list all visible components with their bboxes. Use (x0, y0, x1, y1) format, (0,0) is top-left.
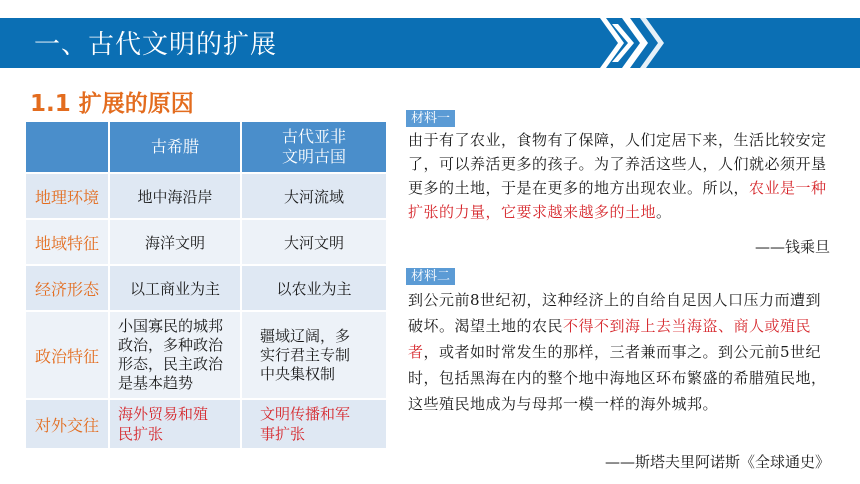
cell-line: 是基本趋势 (118, 374, 194, 392)
table-row (25, 265, 387, 311)
row-label: 地理环境 (25, 173, 109, 219)
table-cell: 海洋文明 (109, 219, 241, 265)
cell-line: 民扩张 (118, 425, 164, 443)
section-title: 1.1 扩展的原因 (30, 91, 194, 117)
table-cell: 地中海沿岸 (109, 173, 241, 219)
table-header-row (25, 121, 387, 173)
material2-text-after: ，或者如时常发生的那样，三者兼而事之。到公元前5世纪时，包括黑海在内的整个地中海地区环布繁盛的希腊殖民地，这些殖民地成为与母邦一模一样的海外城邦。 (408, 343, 827, 413)
material2-label: 材料二 (406, 268, 455, 285)
table-cell: 大河文明 (241, 219, 387, 265)
page-title: 一、古代文明的扩展 (34, 30, 278, 60)
row-label: 地域特征 (25, 219, 109, 265)
table-cell (241, 311, 387, 399)
table-cell (109, 399, 241, 449)
material2-text (408, 287, 832, 417)
material1-highlight: 农业是一种扩张的力量，它要求越来越多的土地 (408, 179, 827, 221)
table-cell: 以农业为主 (241, 265, 387, 311)
material2-source: ——斯塔夫里阿诺斯《全球通史》 (604, 453, 830, 471)
cell-line: 实行君主专制 (260, 345, 351, 364)
column-header-asia-line2: 文明古国 (281, 147, 346, 166)
cell-line: 事扩张 (260, 425, 306, 443)
table-row (25, 311, 387, 399)
table-cell: 大河流域 (241, 173, 387, 219)
cell-line: 文明传播和军 (260, 405, 351, 423)
cell-line: 中央集权制 (260, 364, 336, 383)
column-header-greece: 古希腊 (109, 121, 241, 173)
material2-highlight: 不得不到海上去当海盗、商人或殖民者 (408, 317, 812, 361)
column-header-asia (241, 121, 387, 173)
comparison-table (24, 120, 388, 450)
cell-line: 政治，多种政治 (118, 336, 224, 354)
title-bar (0, 18, 860, 68)
material1-label: 材料一 (406, 110, 455, 127)
table-corner (25, 121, 109, 173)
cell-line: 海外贸易和殖 (118, 405, 209, 423)
material1-text-after: 。 (656, 203, 672, 221)
column-header-asia-line1: 古代亚非 (281, 127, 346, 146)
table-row (25, 399, 387, 449)
material2-text-before: 到公元前8世纪初，这种经济上的自给自足因人口压力而遭到破坏。渴望土地的农民 (408, 291, 822, 335)
cell-line: 疆域辽阔，多 (260, 326, 351, 345)
material1-source: ——钱乘旦 (754, 238, 830, 256)
material1-text-before: 由于有了农业，食物有了保障，人们定居下来，生活比较安定了，可以养活更多的孩子。为了养活这些人，人们就必须开垦更多的土地，于是在更多的地方出现农业。所以， (408, 131, 827, 197)
table-cell (109, 311, 241, 399)
row-label: 经济形态 (25, 265, 109, 311)
table-row (25, 219, 387, 265)
cell-line: 形态，民主政治 (118, 355, 224, 373)
cell-line: 小国寡民的城邦 (118, 317, 224, 335)
row-label: 对外交往 (25, 399, 109, 449)
material1-text (408, 128, 832, 224)
table-cell (241, 399, 387, 449)
row-label: 政治特征 (25, 311, 109, 399)
table-cell: 以工商业为主 (109, 265, 241, 311)
table-row (25, 173, 387, 219)
